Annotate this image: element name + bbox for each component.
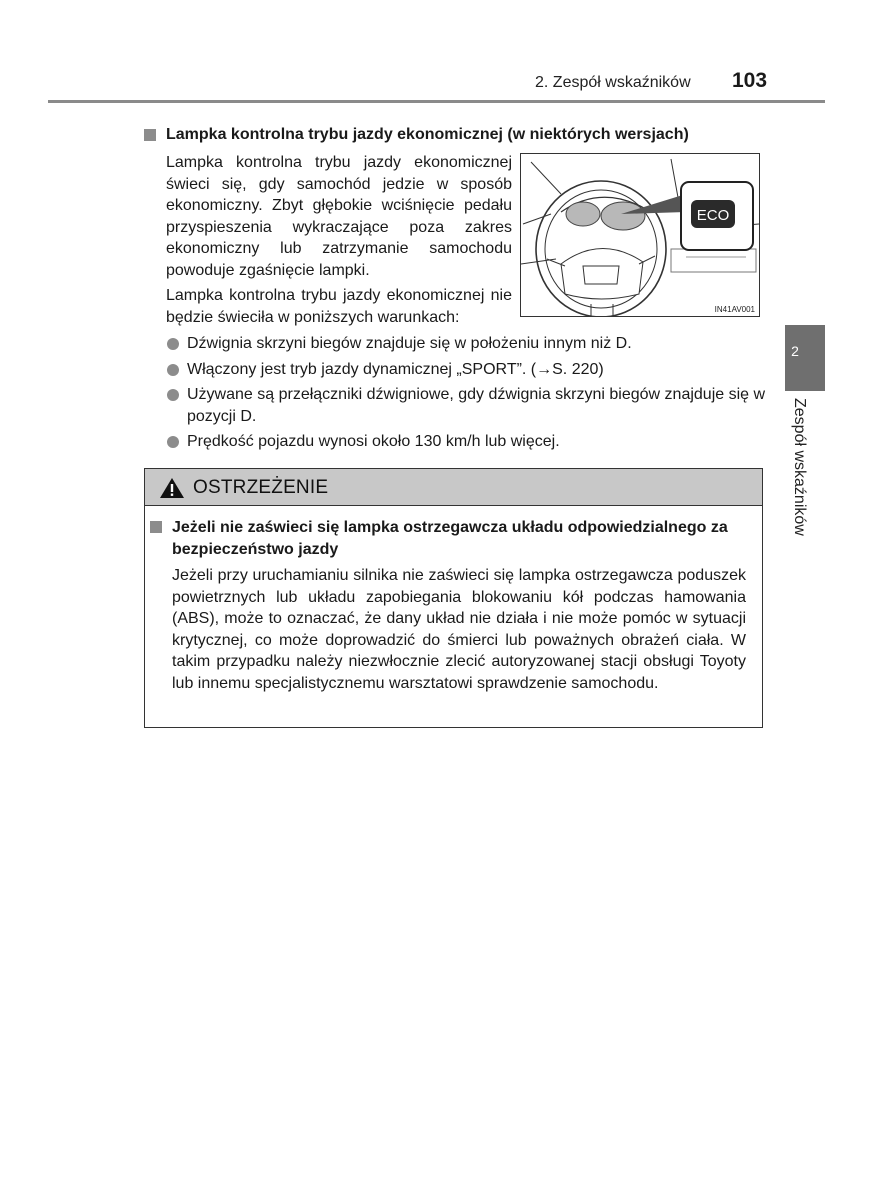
eco-paragraph-2: Lampka kontrolna trybu jazdy ekonomicznej nie będzie świeciła w poniższych warunkach: [166, 287, 512, 326]
bullet-dot-icon [167, 389, 179, 401]
bullet-dot-icon [167, 436, 179, 448]
list-item-text: Prędkość pojazdu wynosi około 130 km/h lub więcej. [187, 433, 560, 450]
list-item [166, 333, 766, 355]
list-item [166, 431, 766, 453]
warning-heading [150, 517, 750, 560]
eco-paragraph-1: Lampka kontrolna trybu jazdy ekonomicznej świeci się, gdy samochód jedzie w sposób ekonomiczny. Zbyt głębokie wciśnięcie pedału przyspieszenia wykraczające poza zakres ekonomiczny lub zatrzymanie samochodu powoduje zgaśnięcie lampki. [166, 154, 512, 279]
list-item-text: Używane są przełączniki dźwigniowe, gdy dźwignia skrzyni biegów znajduje się w pozycji D. [187, 386, 766, 425]
chapter-tab-number: 2 [791, 343, 799, 359]
figure-code: IN41AV001 [714, 305, 755, 314]
warning-title: OSTRZEŻENIE [193, 477, 329, 498]
chapter-tab-label: Zespół wskaźników [791, 398, 808, 536]
warning-heading-text: Jeżeli nie zaświeci się lampka ostrzegawcza układu odpowiedzialnego za bezpieczeństwo jazdy [172, 519, 728, 558]
steering-wheel-illustration [521, 154, 759, 316]
bullet-dot-icon [167, 338, 179, 350]
eco-conditions-list [166, 333, 766, 457]
page-number: 103 [732, 69, 768, 92]
eco-heading-text: Lampka kontrolna trybu jazdy ekonomicznej (w niektórych wersjach) [166, 126, 689, 143]
heading-square-marker [150, 521, 162, 533]
heading-square-marker [144, 129, 156, 141]
bullet-dot-icon [167, 364, 179, 376]
header-divider [48, 100, 825, 103]
list-item [166, 359, 766, 381]
list-item-text: Włączony jest tryb jazdy dynamicznej „SPORT”. (→S. 220) [187, 360, 604, 378]
section-title: 2. Zespół wskaźników [535, 74, 691, 91]
warning-box [144, 468, 763, 728]
eco-indicator-figure [520, 153, 760, 317]
warning-triangle-icon [159, 477, 185, 504]
eco-indicator-label: ECO [696, 207, 730, 224]
list-item-text: Dźwignia skrzyni biegów znajduje się w położeniu innym niż D. [187, 335, 632, 352]
warning-header [145, 469, 762, 506]
list-item [166, 384, 766, 427]
chapter-tab [785, 325, 825, 391]
warning-body: Jeżeli przy uruchamianiu silnika nie zaświeci się lampka ostrzegawcza poduszek powietrznych lub układu zapobiegania blokowaniu kół podczas hamowania (ABS), może to oznaczać, że dany układ nie działa i nie może pomóc w sytuacji krytycznej, co może doprowadzić do śmierci lub poważnych obrażeń ciała. W takim przypadku należy niezwłocznie zlecić autoryzowanej stacji obsługi Toyoty lub innemu specjalistycznemu warsztatowi sprawdzenie samochodu. [172, 567, 746, 692]
